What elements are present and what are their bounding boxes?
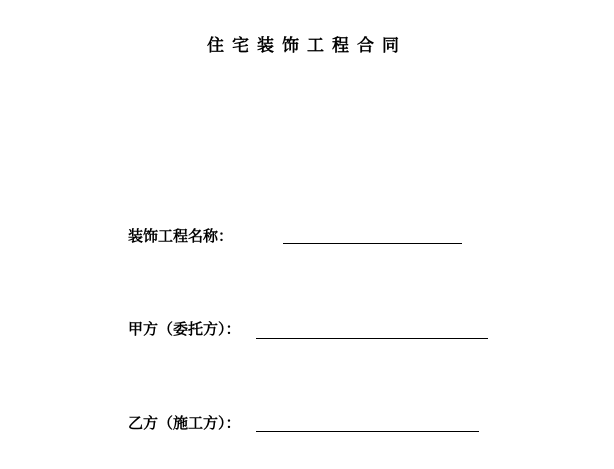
field-label-party-a: 甲方（委托方）： <box>128 320 241 338</box>
document-title: 住宅装饰工程合同 <box>207 36 407 56</box>
party-a-blank-line <box>256 338 488 339</box>
party-b-blank-line <box>256 431 479 432</box>
project-name-blank-line <box>283 243 462 244</box>
field-label-party-b: 乙方（施工方）： <box>128 414 241 432</box>
field-label-project-name: 装饰工程名称： <box>128 227 234 245</box>
